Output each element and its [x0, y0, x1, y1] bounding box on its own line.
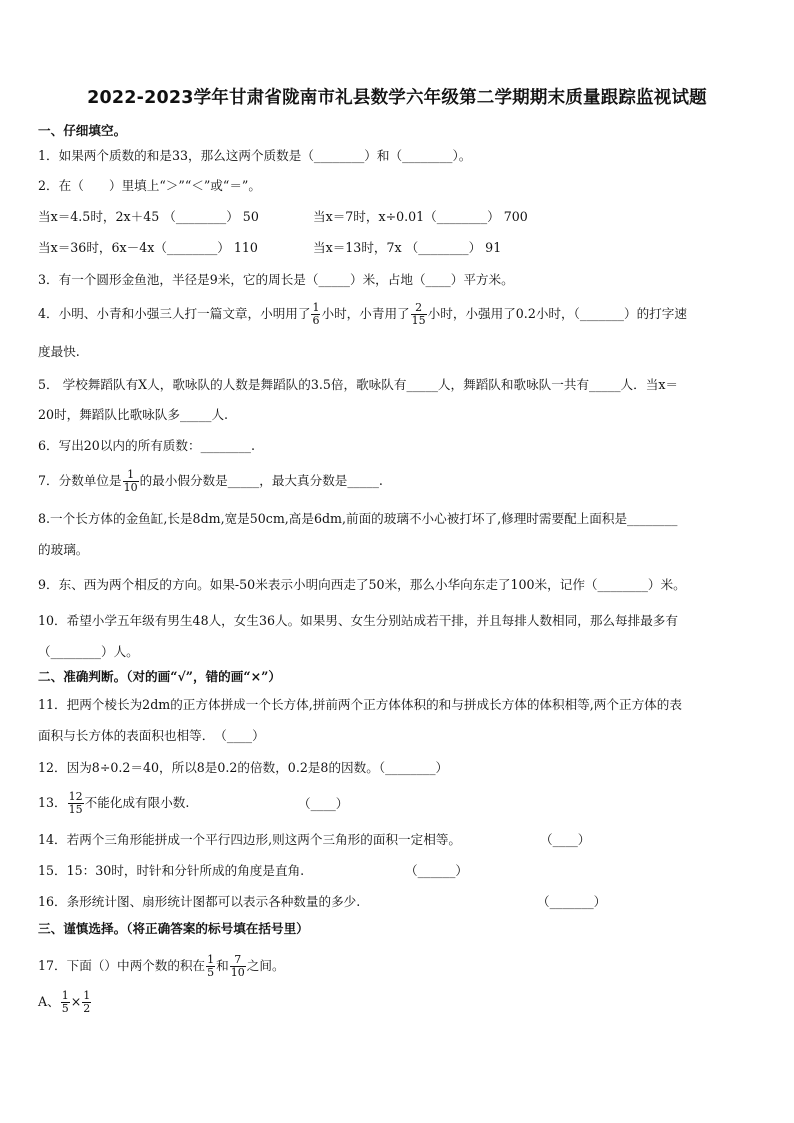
question-7-text-b: 的最小假分数是_____，最大真分数是_____. — [139, 473, 383, 488]
question-7 — [38, 469, 383, 494]
fraction-one-fifth — [206, 954, 215, 979]
question-13-number: 13． — [38, 795, 67, 810]
question-13-text: 不能化成有限小数. — [84, 795, 190, 810]
question-12: 12．因为8÷0.2＝40，所以8是0.2的倍数，0.2是8的因数。（________） — [38, 760, 449, 775]
section-2-heading: 二、准确判断。（对的画“√”，错的画“×”） — [38, 669, 282, 684]
question-4 — [38, 302, 687, 327]
question-1: 1．如果两个质数的和是33，那么这两个质数是（________）和（________）。 — [38, 148, 472, 163]
question-16: 16．条形统计图、扇形统计图都可以表示各种数量的多少. — [38, 894, 361, 909]
fraction-numerator: 1 — [312, 301, 320, 314]
question-4-text-a: 4．小明、小青和小强三人打一篇文章，小明用了 — [38, 306, 311, 321]
question-11-continued: 面积与长方体的表面积也相等． （____） — [38, 728, 265, 743]
question-4-text-b: 小时，小青用了 — [321, 306, 410, 321]
question-8-continued: 的玻璃。 — [38, 542, 89, 557]
fraction-one-half — [82, 990, 91, 1015]
question-14: 14．若两个三角形能拼成一个平行四边形,则这两个三角形的面积一定相等。 — [38, 832, 462, 847]
question-2-item-d: 当x＝13时，7x （________） 91 — [313, 240, 502, 255]
question-10-continued: （________）人。 — [38, 644, 139, 659]
fraction-denominator: 6 — [312, 314, 320, 327]
question-2-item-b: 当x＝7时，x÷0.01（________） 700 — [313, 209, 528, 224]
option-a-label: A、 — [38, 994, 60, 1009]
question-17-and: 和 — [216, 958, 229, 973]
question-5: 5． 学校舞蹈队有X人，歌咏队的人数是舞蹈队的3.5倍，歌咏队有_____人，舞蹈队和歌咏队一共有_____人．当x＝ — [38, 377, 679, 392]
question-14-judgement: （____） — [540, 832, 591, 847]
question-7-text-a: 7．分数单位是 — [38, 473, 122, 488]
question-2-item-a: 当x＝4.5时，2x＋45 （________） 50 — [38, 209, 259, 224]
section-1-heading: 一、仔细填空。 — [38, 123, 127, 138]
question-13 — [38, 791, 189, 816]
question-4-text-c: 小时，小强用了0.2小时，（_______）的打字速 — [427, 306, 687, 321]
question-2: 2．在（ ）里填上“＞”“＜”或“＝”。 — [38, 178, 261, 193]
fraction-numerator: 1 — [61, 989, 69, 1002]
question-17-option-a — [38, 990, 92, 1015]
fraction-numerator: 1 — [207, 953, 215, 966]
fraction-denominator: 10 — [230, 966, 245, 979]
fraction-one-fifth — [61, 990, 70, 1015]
fraction-numerator: 7 — [234, 953, 242, 966]
fraction-denominator: 5 — [207, 966, 215, 979]
question-9: 9．东、西为两个相反的方向。如果-50米表示小明向西走了50米，那么小华向东走了100米，记作（________）米。 — [38, 577, 686, 592]
question-15: 15．15：30时，时针和分针所成的角度是直角. — [38, 863, 305, 878]
question-4-continued: 度最快. — [38, 344, 80, 359]
fraction-two-fifteenths — [411, 302, 427, 327]
question-17 — [38, 954, 285, 979]
fraction-numerator: 1 — [83, 989, 91, 1002]
fraction-denominator: 15 — [411, 314, 426, 327]
fraction-denominator: 10 — [123, 481, 138, 494]
fraction-numerator: 12 — [68, 790, 83, 803]
section-3-heading: 三、谨慎选择。（将正确答案的标号填在括号里） — [38, 921, 309, 936]
fraction-denominator: 15 — [68, 803, 83, 816]
question-15-judgement: （______） — [405, 863, 468, 878]
question-2-item-c: 当x＝36时，6x－4x（________） 110 — [38, 240, 258, 255]
fraction-numerator: 2 — [415, 301, 423, 314]
question-6: 6．写出20以内的所有质数：________. — [38, 438, 255, 453]
multiply-sign: × — [70, 994, 82, 1009]
fraction-one-tenth — [123, 469, 139, 494]
fraction-denominator: 5 — [61, 1002, 69, 1015]
question-5-continued: 20时，舞蹈队比歌咏队多_____人. — [38, 407, 229, 422]
question-10: 10．希望小学五年级有男生48人，女生36人。如果男、女生分别站成若干排，并且每排人数相同，那么每排最多有 — [38, 613, 678, 628]
question-13-judgement: （____） — [298, 796, 349, 811]
question-16-judgement: （_______） — [537, 894, 607, 909]
question-17-text-a: 17．下面（）中两个数的积在 — [38, 958, 206, 973]
fraction-denominator: 2 — [83, 1002, 91, 1015]
fraction-twelve-fifteenths — [68, 791, 84, 816]
fraction-seven-tenths — [230, 954, 246, 979]
page-title: 2022-2023学年甘肃省陇南市礼县数学六年级第二学期期末质量跟踪监视试题 — [87, 88, 707, 108]
fraction-one-sixth — [311, 302, 320, 327]
question-11: 11．把两个棱长为2dm的正方体拼成一个长方体,拼前两个正方体体积的和与拼成长方体的体积相等,两个正方体的表 — [38, 697, 682, 712]
fraction-numerator: 1 — [127, 468, 135, 481]
question-3: 3．有一个圆形金鱼池，半径是9米，它的周长是（_____）米，占地（____）平方米。 — [38, 272, 514, 287]
question-17-text-b: 之间。 — [246, 958, 285, 973]
question-8: 8.一个长方体的金鱼缸,长是8dm,宽是50cm,高是6dm,前面的玻璃不小心被打坏了,修理时需要配上面积是________ — [38, 511, 678, 526]
